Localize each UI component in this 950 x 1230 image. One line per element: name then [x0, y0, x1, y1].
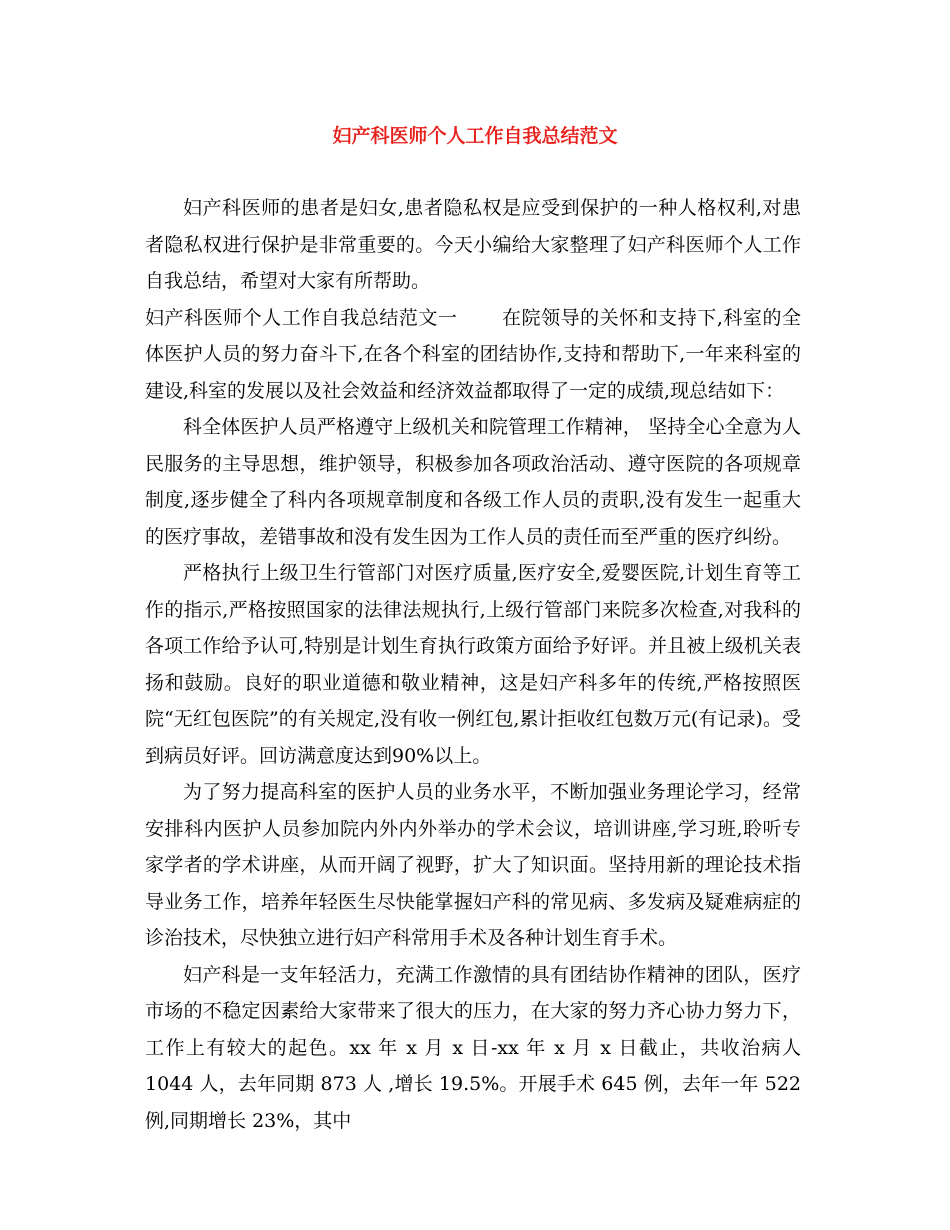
section-paragraph	[145, 300, 801, 410]
section-heading: 妇产科医师个人工作自我总结范文一	[145, 306, 458, 329]
intro-paragraph: 妇产科医师的患者是妇女,患者隐私权是应受到保护的一种人格权利,对患者隐私权进行保护是非常重要的。今天小编给大家整理了妇产科医师个人工作自我总结，希望对大家有所帮助。	[145, 197, 801, 292]
body-paragraph-compliance: 严格执行上级卫生行管部门对医疗质量,医疗安全,爱婴医院,计划生育等工作的指示,严格按照国家的法律法规执行,上级行管部门来院多次检查,对我科的各项工作给予认可,特别是计划生育执行政策方面给予好评。并且被上级机关表扬和鼓励。良好的职业道德和敬业精神，这是妇产科多年的传统,严格按照医院“无红包医院”的有关规定,没有收一例红包,累计拒收红包数万元(有记录)。受到病员好评。回访满意度达到90%以上。	[145, 562, 801, 767]
body-paragraph-statistics: 妇产科是一支年轻活力，充满工作激情的具有团结协作精神的团队，医疗市场的不稳定因素给大家带来了很大的压力，在大家的努力齐心协力努力下，工作上有较大的起色。xx 年 x 月 x 日-xx 年 x 月 x 日截止，共收治病人 1044 人，去年同期 873 人 ,增长 19.5%。开展手术 645 例，去年一年 522 例,同期增长 23%，其中	[145, 963, 801, 1132]
document-title: 妇产科医师个人工作自我总结范文	[332, 125, 618, 147]
section-text: 在院领导的关怀和支持下,科室的全体医护人员的努力奋斗下,在各个科室的团结协作,支持和帮助下,一年来科室的建设,科室的发展以及社会效益和经济效益都取得了一定的成绩,现总结如下：	[145, 306, 801, 402]
document-body	[145, 190, 801, 1139]
body-paragraph-training: 为了努力提高科室的医护人员的业务水平，不断加强业务理论学习，经常安排科内医护人员参加院内外内外举办的学术会议，培训讲座,学习班,聆听专家学者的学术讲座，从而开阔了视野，扩大了知识面。坚持用新的理论技术指导业务工作，培养年轻医生尽快能掌握妇产科的常见病、多发病及疑难病症的诊治技术，尽快独立进行妇产科常用手术及各种计划生育手术。	[145, 781, 801, 949]
body-paragraph-discipline: 科全体医护人员严格遵守上级机关和院管理工作精神， 坚持全心全意为人民服务的主导思想，维护领导，积极参加各项政治活动、遵守医院的各项规章制度,逐步健全了科内各项规章制度和各级工作人员的责职,没有发生一起重大的医疗事故，差错事故和没有发生因为工作人员的责任而至严重的医疗纠纷。	[145, 416, 801, 548]
